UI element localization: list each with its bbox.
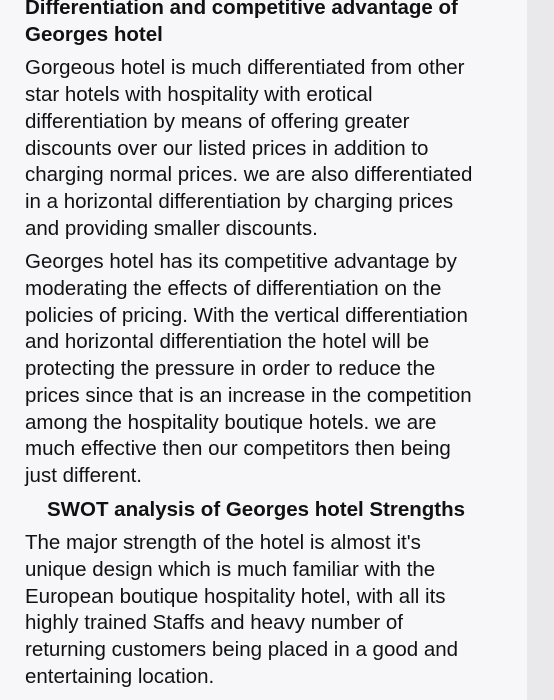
- paragraph-line: prices since that is an increase in the competition: [25, 383, 472, 407]
- paragraph-line: returning customers being placed in a good and: [25, 638, 459, 662]
- paragraph-strengths: [25, 530, 525, 690]
- paragraph-line: entertaining location.: [25, 664, 215, 688]
- section-heading-differentiation: [25, 0, 525, 48]
- section-heading-swot: [25, 497, 525, 524]
- heading-line: SWOT analysis of Georges hotel Strengths: [47, 497, 466, 521]
- paragraph-line: The major strength of the hotel is almost it's: [25, 531, 421, 555]
- paragraph-line: in a horizontal differentiation by charging prices: [25, 189, 454, 213]
- paragraph-line: and providing smaller discounts.: [25, 216, 318, 240]
- heading-line: Differentiation and competitive advantage of: [25, 0, 458, 19]
- paragraph-line: Gorgeous hotel is much differentiated from other: [25, 56, 465, 80]
- paragraph-line: discounts over our listed prices in addition to: [25, 136, 429, 160]
- paragraph-line: protecting the pressure in order to reduce the: [25, 357, 436, 381]
- paragraph-line: just different.: [25, 463, 142, 487]
- paragraph-line: European boutique hospitality hotel, with all its: [25, 584, 446, 608]
- paragraph-line: among the hospitality boutique hotels. we are: [25, 410, 437, 434]
- paragraph-line: policies of pricing. With the vertical differentiation: [25, 303, 468, 327]
- paragraph-line: charging normal prices. we are also differentiated: [25, 163, 473, 187]
- right-margin-strip: [527, 0, 554, 700]
- paragraph-line: unique design which is much familiar with the: [25, 558, 436, 582]
- paragraph-line: highly trained Staffs and heavy number of: [25, 611, 403, 635]
- document-content: [25, 0, 525, 691]
- paragraph-line: Georges hotel has its competitive advantage by: [25, 250, 457, 274]
- paragraph-line: and horizontal differentiation the hotel will be: [25, 330, 430, 354]
- paragraph-line: differentiation by means of offering greater: [25, 109, 410, 133]
- paragraph-differentiation: [25, 55, 525, 242]
- paragraph-competitive-advantage: [25, 249, 525, 489]
- paragraph-line: moderating the effects of differentiation on the: [25, 277, 442, 301]
- paragraph-line: much effective then our competitors then being: [25, 437, 451, 461]
- heading-line: Georges hotel: [25, 22, 163, 46]
- paragraph-line: star hotels with hospitality with erotical: [25, 83, 373, 107]
